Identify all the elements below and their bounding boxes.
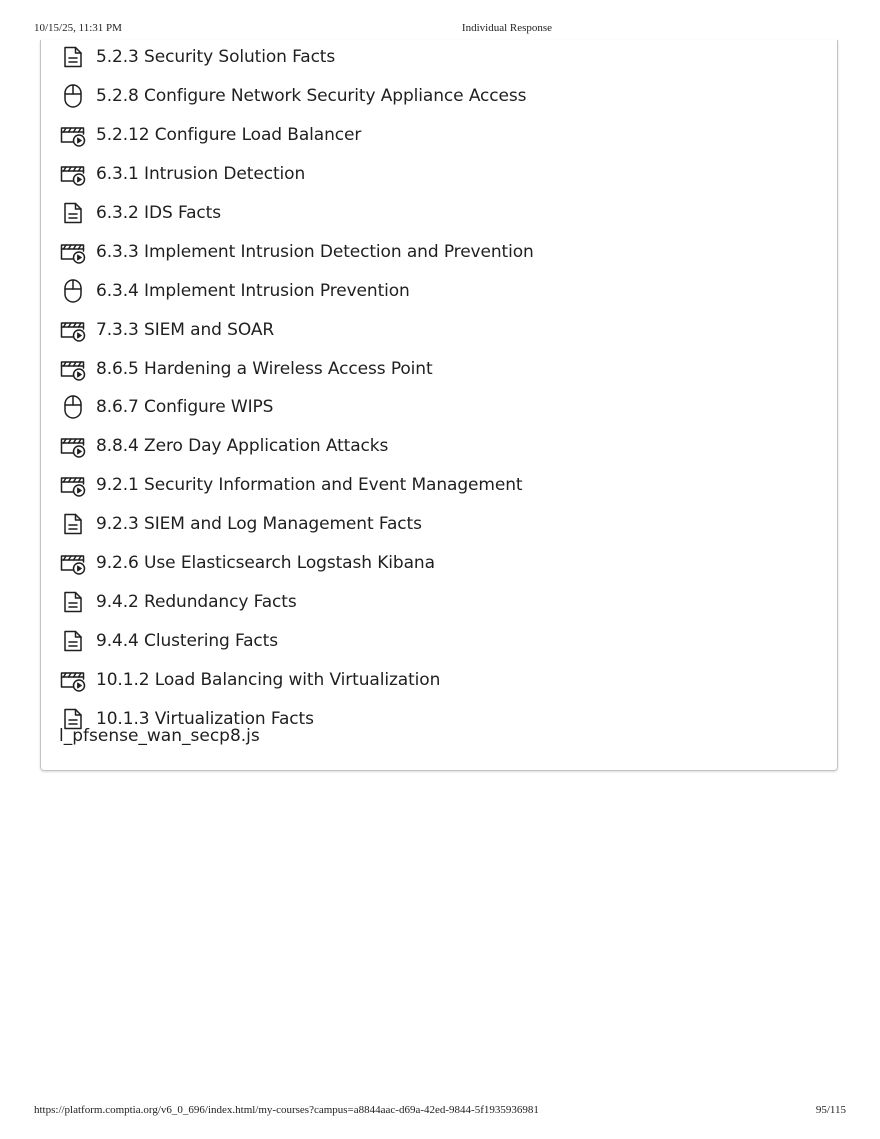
mouse-icon	[59, 394, 87, 420]
print-datetime: 10/15/25, 11:31 PM	[34, 22, 122, 34]
list-item[interactable]	[59, 582, 534, 621]
video-icon	[59, 550, 87, 576]
document-icon	[59, 589, 87, 615]
list-item-label[interactable]: 5.2.3 Security Solution Facts	[96, 47, 336, 68]
mouse-icon	[59, 278, 87, 304]
video-icon	[59, 122, 87, 148]
resource-list	[59, 38, 534, 738]
list-item-label[interactable]: 6.3.4 Implement Intrusion Prevention	[96, 280, 410, 301]
list-item-label[interactable]: 9.4.4 Clustering Facts	[96, 630, 278, 651]
print-title: Individual Response	[461, 22, 553, 34]
video-icon	[59, 161, 87, 187]
list-item-label[interactable]: 9.2.6 Use Elasticsearch Logstash Kibana	[96, 553, 435, 574]
list-item-label[interactable]: 8.6.7 Configure WIPS	[96, 397, 274, 418]
list-item[interactable]	[59, 77, 534, 116]
print-header	[0, 22, 880, 36]
list-item-label[interactable]: 9.2.1 Security Information and Event Management	[96, 475, 523, 496]
list-item[interactable]	[59, 194, 534, 233]
list-item-label[interactable]: 7.3.3 SIEM and SOAR	[96, 319, 275, 340]
resources-card	[40, 40, 838, 771]
page-url: https://platform.comptia.org/v6_0_696/index.html/my-courses?campus=a8844aac-d69a-42ed-9844-5f1935936981	[34, 1104, 539, 1116]
list-item[interactable]	[59, 544, 534, 583]
video-icon	[59, 239, 87, 265]
list-item-label[interactable]: 6.3.2 IDS Facts	[96, 203, 221, 223]
list-item[interactable]	[59, 349, 534, 388]
document-icon	[59, 44, 87, 70]
list-item-label[interactable]: 10.1.2 Load Balancing with Virtualization	[96, 669, 441, 690]
list-item-label[interactable]: 9.2.3 SIEM and Log Management Facts	[96, 514, 422, 535]
video-icon	[59, 433, 87, 459]
list-item-label[interactable]: 10.1.3 Virtualization Facts	[96, 708, 314, 729]
list-item[interactable]	[59, 388, 534, 427]
video-icon	[59, 356, 87, 382]
list-item-label[interactable]: 8.6.5 Hardening a Wireless Access Point	[96, 358, 433, 379]
list-item[interactable]	[59, 466, 534, 505]
list-item-label[interactable]: 5.2.12 Configure Load Balancer	[96, 125, 362, 146]
list-item[interactable]	[59, 310, 534, 349]
list-item[interactable]	[59, 427, 534, 466]
list-item[interactable]	[59, 155, 534, 194]
list-item[interactable]	[59, 116, 534, 155]
video-icon	[59, 472, 87, 498]
document-icon	[59, 628, 87, 654]
list-item[interactable]	[59, 621, 534, 660]
list-item[interactable]	[59, 271, 534, 310]
list-item-label[interactable]: 6.3.3 Implement Intrusion Detection and Prevention	[96, 241, 534, 262]
filename: l_pfsense_wan_secp8.js	[59, 726, 260, 746]
print-footer	[0, 1104, 880, 1118]
list-item-label[interactable]: 6.3.1 Intrusion Detection	[96, 164, 306, 185]
list-item-label[interactable]: 5.2.8 Configure Network Security Appliance Access	[96, 86, 527, 107]
list-item[interactable]	[59, 660, 534, 699]
document-icon	[59, 200, 87, 226]
list-item-label[interactable]: 8.8.4 Zero Day Application Attacks	[96, 436, 389, 457]
video-icon	[59, 317, 87, 343]
list-item[interactable]	[59, 38, 534, 77]
list-item[interactable]	[59, 505, 534, 544]
page-number: 95/115	[815, 1104, 846, 1116]
list-item-label[interactable]: 9.4.2 Redundancy Facts	[96, 591, 297, 612]
list-item[interactable]	[59, 232, 534, 271]
document-icon	[59, 511, 87, 537]
mouse-icon	[59, 83, 87, 109]
video-icon	[59, 667, 87, 693]
